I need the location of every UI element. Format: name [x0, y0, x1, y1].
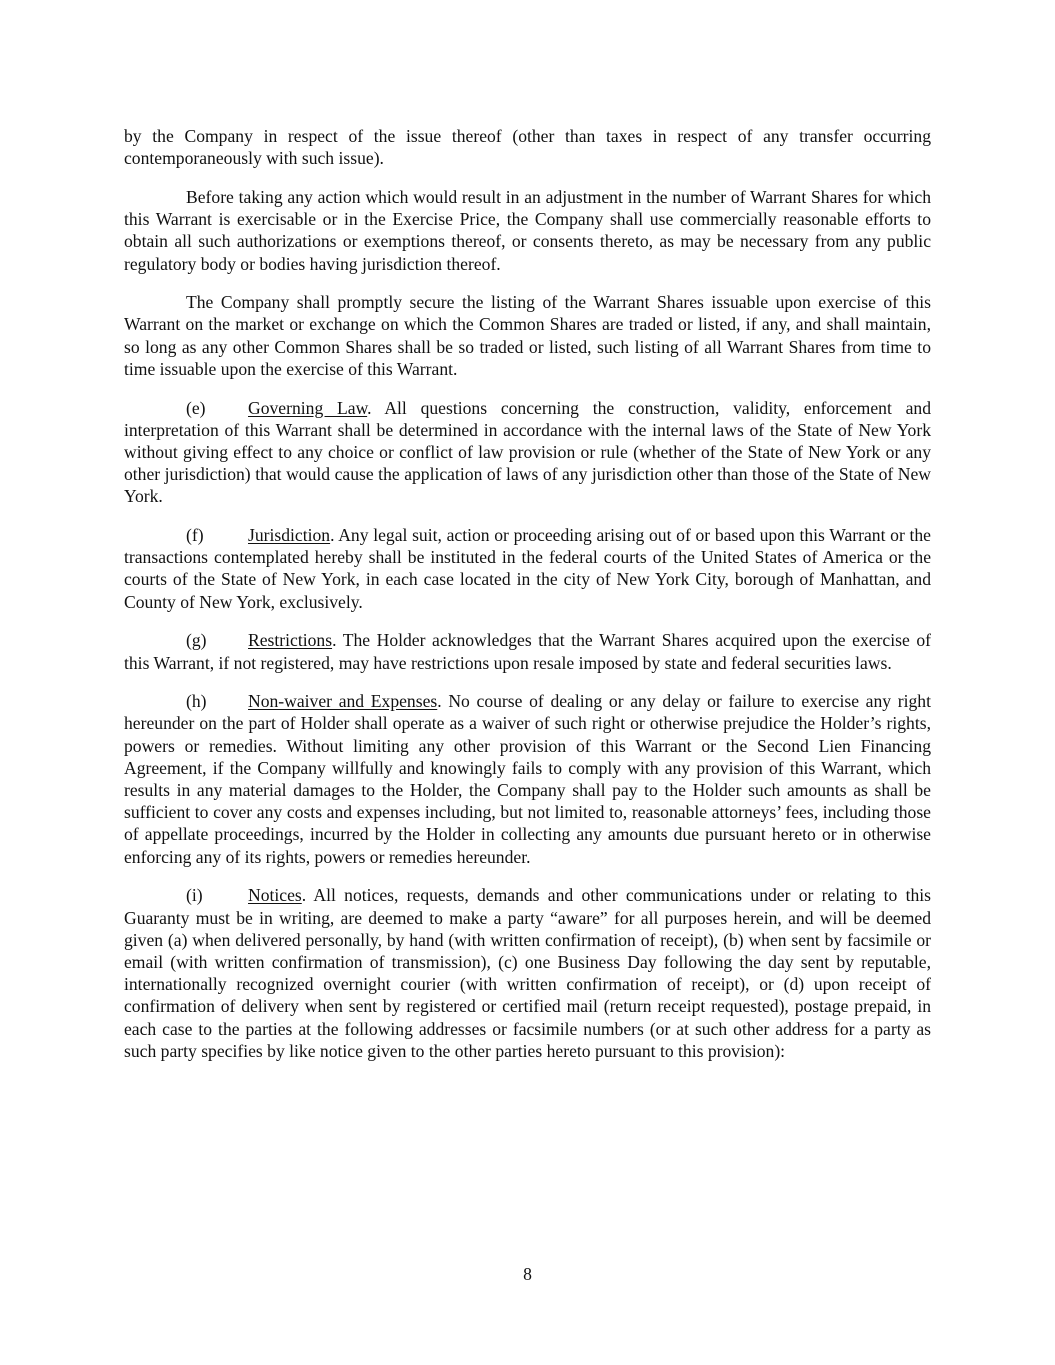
- section-heading: Restrictions: [248, 630, 333, 651]
- section-text: . No course of dealing or any delay or failure to exercise any right hereunder on the part of Holder shall operate as a waiver of such right or otherwise prejudice the Holder’s rights, powers or remedies. Without limiting any other provision of this Warrant or the Second Lien Financing Agreement, if the Company willfully and knowingly fails to comply with any provision of this Warrant, which results in any material damages to the Holder, the Company shall pay to the Holder such amounts as shall be sufficient to cover any costs and expenses including, but not limited to, reasonable attorneys’ fees, including those of appellate proceedings, incurred by the Holder in collecting any amounts due pursuant hereto or in otherwise enforcing any of its rights, powers or remedies hereunder.: [124, 691, 931, 867]
- section-heading: Notices: [248, 885, 302, 906]
- section-i-notices: [124, 884, 931, 1062]
- section-e-governing-law: [124, 397, 931, 508]
- paragraph-listing: [124, 291, 931, 380]
- section-text: . All questions concerning the construction, validity, enforcement and interpretation of this Warrant shall be determined in accordance with the internal laws of the State of New York without giving effect to any choice or conflict of law provision or rule (whether of the State of New York or any other jurisdiction) that would cause the application of laws of any jurisdiction other than those of the State of New York.: [124, 397, 931, 507]
- paragraph-authorizations: [124, 186, 931, 275]
- section-text: . Any legal suit, action or proceeding arising out of or based upon this Warrant or the transactions contemplated hereby shall be instituted in the federal courts of the United States of America or the courts of the State of New York, in each case located in the city of New York City, borough of Manhattan, and County of New York, exclusively.: [124, 525, 931, 612]
- section-number: (e): [186, 397, 206, 418]
- section-heading: Governing Law: [248, 397, 368, 418]
- section-h-non-waiver: [124, 690, 931, 868]
- page-number: 8: [523, 1264, 532, 1284]
- section-text: . All notices, requests, demands and other communications under or relating to this Guaranty must be in writing, are deemed to make a party “aware” for all purposes herein, and will be deemed given (a) when delivered personally, by hand (with written confirmation of receipt), (b) when sent by facsimile or email (with written confirmation of transmission), (c) one Business Day following the day sent by reputable, internationally recognized overnight courier (with written confirmation of receipt), or (d) upon receipt of confirmation of delivery when sent by registered or certified mail (return receipt requested), postage prepaid, in each case to the parties at the following addresses or facsimile numbers (or at such other address for a party as such party specifies by like notice given to the other parties hereto pursuant to this provision):: [124, 885, 931, 1061]
- paragraph-continuation: [124, 125, 931, 169]
- section-heading: Non-waiver and Expenses: [248, 691, 438, 712]
- section-f-jurisdiction: [124, 524, 931, 613]
- section-g-restrictions: [124, 629, 931, 673]
- section-heading: Jurisdiction: [248, 525, 331, 546]
- section-number: (i): [186, 885, 203, 906]
- paragraph-text: Before taking any action which would result in an adjustment in the number of Warrant Shares for which this Warrant is exercisable or in the Exercise Price, the Company shall use commercially reasonable efforts to obtain all such authorizations or exemptions thereof, or consents thereto, as may be necessary from any public regulatory body or bodies having jurisdiction thereof.: [124, 186, 931, 274]
- section-number: (g): [186, 630, 207, 651]
- paragraph-text: The Company shall promptly secure the listing of the Warrant Shares issuable upon exercise of this Warrant on the market or exchange on which the Common Shares are traded or listed, if any, and shall maintain, so long as any other Common Shares shall be so traded or listed, such listing of all Warrant Shares from time to time issuable upon the exercise of this Warrant.: [124, 292, 931, 379]
- section-number: (h): [186, 691, 207, 712]
- paragraph-text: by the Company in respect of the issue thereof (other than taxes in respect of any transfer occurring contemporaneously with such issue).: [124, 126, 931, 169]
- section-text: . The Holder acknowledges that the Warrant Shares acquired upon the exercise of this Warrant, if not registered, may have restrictions upon resale imposed by state and federal securities laws.: [124, 630, 931, 673]
- document-body: [124, 125, 931, 1079]
- section-number: (f): [186, 525, 204, 546]
